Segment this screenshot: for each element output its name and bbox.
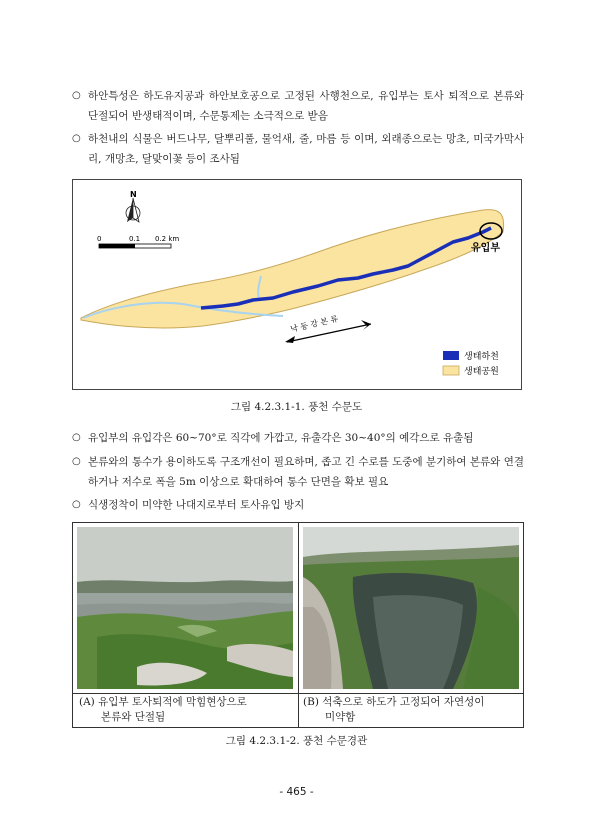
photo-b-caption-line2: 미약함 <box>325 711 356 723</box>
photo-a-caption-line2: 본류와 단절됨 <box>101 711 166 723</box>
legend-swatch-park <box>443 366 459 375</box>
figure-2-caption: 그림 4.2.3.1-2. 풍천 수문경관 <box>225 735 368 747</box>
photo-b-caption <box>303 695 521 725</box>
north-label: N <box>130 190 137 199</box>
river-label: 낙 동 강 본 류 <box>289 314 340 334</box>
bullet-structure-improvement <box>72 452 524 492</box>
bullet-text: 본류와의 통수가 용이하도록 구조개선이 필요하며, 좁고 긴 수로를 도중에 분기하여 본류와 연결하거나 저수로 폭을 5m 이상으로 확대하여 통수 단면을 확보 필요 <box>88 456 524 488</box>
inlet-label: 유입부 <box>471 243 500 254</box>
bullet-text: 유입부의 유입각은 60∼70°로 직각에 가깝고, 유출각은 30∼40°의 예각으로 유출됨 <box>88 432 474 444</box>
hydrology-map <box>72 179 522 390</box>
bullet-channel-characteristics <box>72 86 524 126</box>
bullet-text: 하천내의 식물은 버드나무, 달뿌리풀, 물억새, 줄, 마름 등 이며, 외래종으로는 망초, 미국가막사리, 개망초, 달맞이꽃 등이 조사됨 <box>88 133 524 165</box>
bullet-inlet-angle <box>72 428 524 448</box>
bullet-mark: ○ <box>72 432 81 443</box>
scale-label-2: 0.2 km <box>155 235 180 243</box>
bullet-plant-species <box>72 129 524 169</box>
bullet-mark: ○ <box>72 456 81 467</box>
bullet-sediment-prevention <box>72 495 524 515</box>
photo-a-caption <box>79 695 294 725</box>
scale-bar <box>99 244 171 248</box>
north-arrow-icon <box>126 198 140 222</box>
photo-b-cell <box>299 523 524 693</box>
bullet-text: 하안특성은 하도유지공과 하안보호공으로 고정된 사행천으로, 유입부는 토사 퇴적으로 본류와 단절되어 반생태적이며, 수문통제는 소극적으로 받음 <box>88 90 524 122</box>
legend-swatch-stream <box>443 351 459 360</box>
row-divider <box>73 693 523 694</box>
page-number: - 465 - <box>279 786 314 798</box>
bullet-text: 식생정착이 미약한 나대지로부터 토사유입 방지 <box>88 499 305 511</box>
legend-label-stream: 생태하천 <box>464 352 499 362</box>
photo-a-caption-line1: (A) 유입부 토사퇴적에 막힘현상으로 <box>79 696 247 708</box>
figure-1-caption: 그림 4.2.3.1-1. 풍천 수문도 <box>230 401 363 413</box>
scale-label-1: 0.1 <box>129 235 141 243</box>
map-graphic <box>73 180 523 391</box>
bullet-mark: ○ <box>72 499 81 510</box>
photo-b-stone-embankment <box>303 527 519 689</box>
photo-b-caption-line1: (B) 석축으로 하도가 고정되어 자연성이 <box>303 696 485 708</box>
scale-label-0: 0 <box>97 235 102 243</box>
photo-a-cell <box>73 523 298 693</box>
photo-a-inlet-sediment <box>77 527 293 689</box>
ecological-park-area <box>81 210 504 328</box>
photo-table <box>72 522 524 728</box>
bullet-mark: ○ <box>72 90 81 101</box>
bullet-mark: ○ <box>72 133 81 144</box>
legend-label-park: 생태공원 <box>464 367 499 377</box>
column-divider <box>298 523 299 727</box>
